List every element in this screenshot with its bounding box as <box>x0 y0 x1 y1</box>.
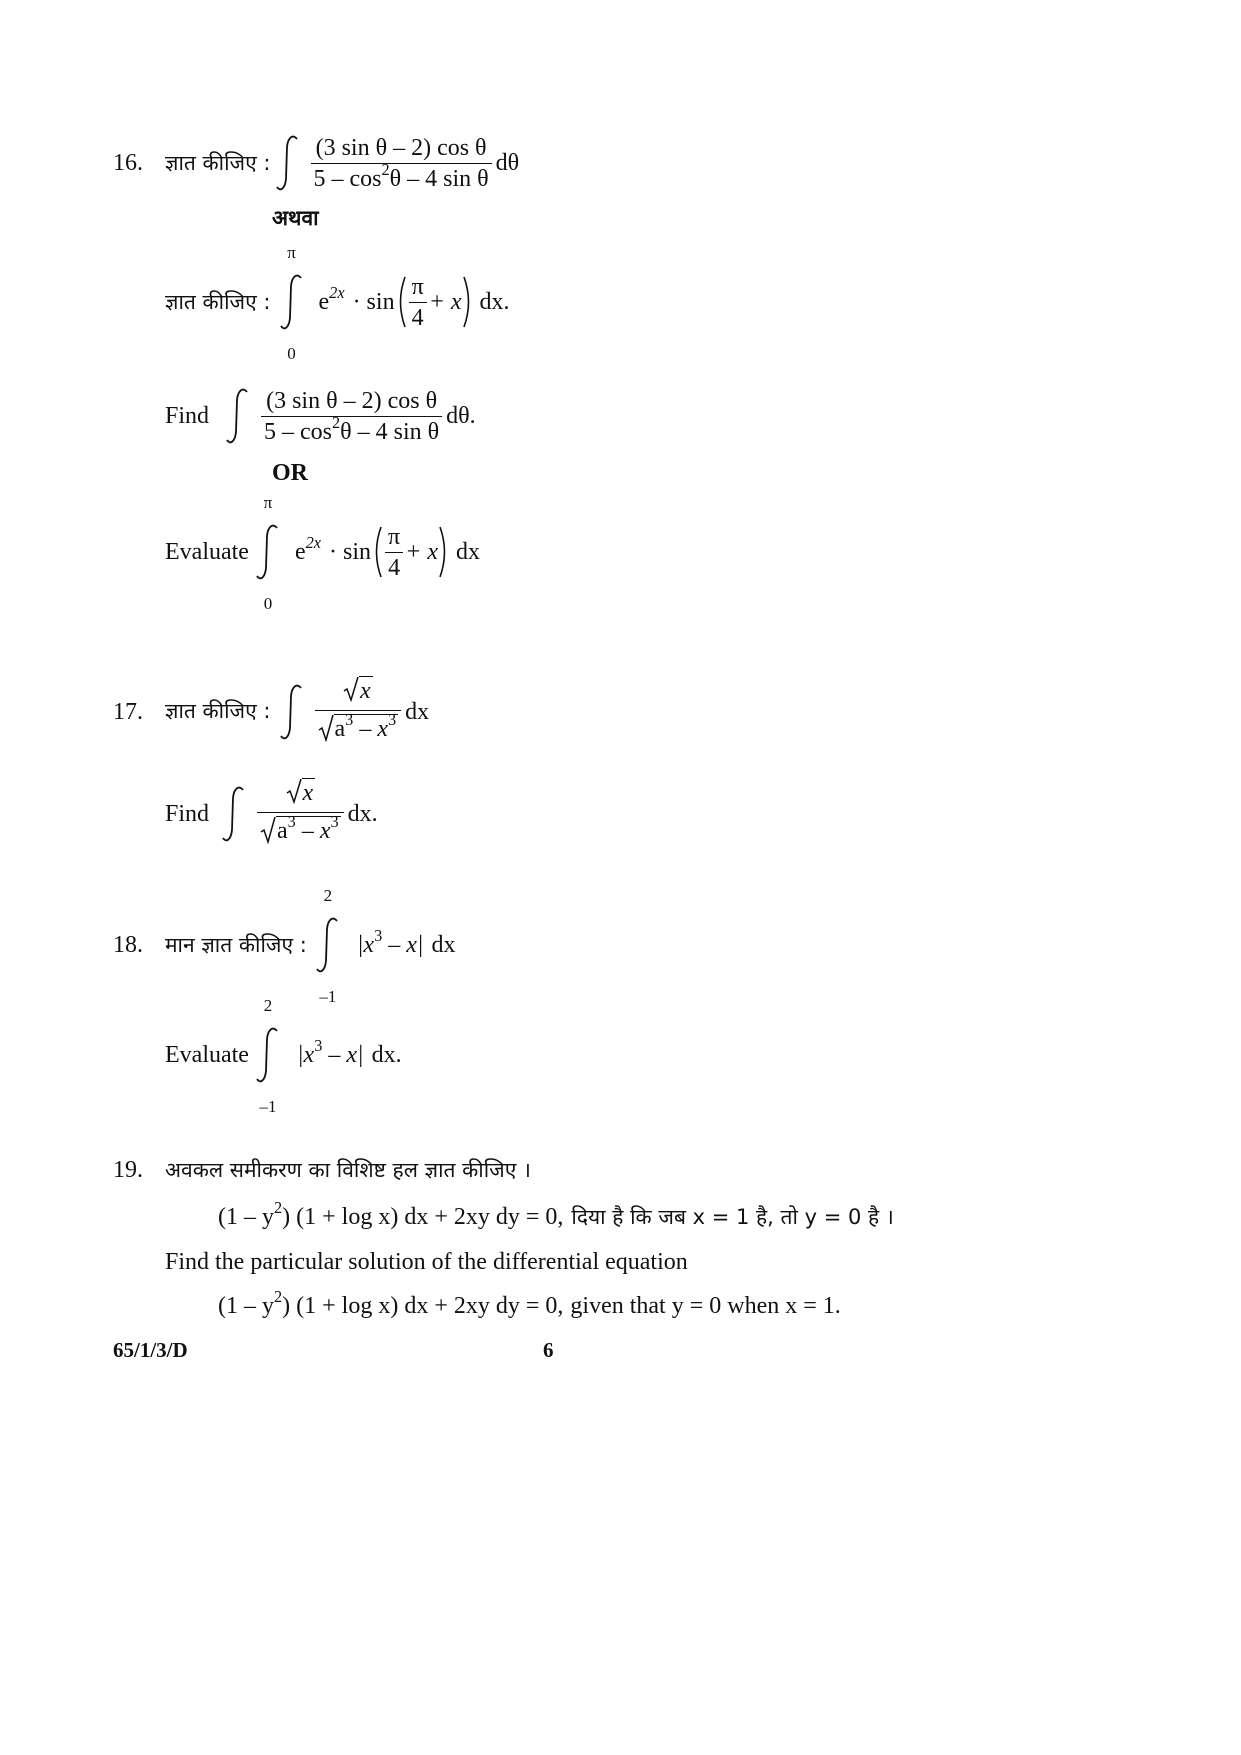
hindi-instruction: ज्ञात कीजिए : <box>165 289 271 314</box>
hindi-instruction: ज्ञात कीजिए : <box>165 150 271 175</box>
differential: dx <box>456 539 480 565</box>
differential: dx <box>431 932 456 958</box>
pi-over-four: $\frac{\pi}{4}$ <box>385 525 403 580</box>
exponential: $e^{2x}$ <box>294 533 322 565</box>
upper-limit: π <box>287 243 296 262</box>
q16-hindi-line2 <box>165 243 510 363</box>
integral-sign <box>225 386 251 446</box>
hindi-instruction: अवकल समीकरण का विशिष्ट हल ज्ञात कीजिए । <box>165 1157 531 1182</box>
question-number: 16. <box>113 150 143 176</box>
pi-over-four: $\frac{\pi}{4}$ <box>409 275 427 330</box>
differential: dx <box>405 698 430 725</box>
left-paren <box>395 275 407 329</box>
integral-sign <box>279 682 305 742</box>
abs-expression: $|x^3 - x|$ <box>296 1036 364 1068</box>
page-number: 6 <box>543 1338 554 1362</box>
paper-code: 65/1/3/D <box>113 1338 188 1362</box>
numerator: x <box>340 676 376 710</box>
numerator: (3 sin θ – 2) cos θ <box>315 134 487 161</box>
definite-integral-sign <box>315 886 341 1006</box>
q16-hindi-line1 <box>113 133 519 193</box>
q16-english-line2: Evaluate π 0 $e^{2x}$ · sin $\frac{\pi}{4}$ + x dx <box>165 493 480 613</box>
integral-sign <box>275 133 301 193</box>
hindi-instruction: ज्ञात कीजिए : <box>165 699 271 723</box>
denominator: $a^3 - x^3$ <box>315 710 402 747</box>
q17-hindi-line <box>113 676 429 747</box>
equation: $(1 - y^2)$ (1 + log x) dx + 2xy dy = 0, <box>218 1198 564 1230</box>
integrand-fraction: $\frac{x}{a^3 - x^3}$ <box>257 778 344 849</box>
hindi-condition: दिया है कि जब x = 1 है, तो y = 0 है । <box>571 1204 894 1229</box>
english-condition: given that y = 0 when x = 1. <box>570 1293 841 1319</box>
left-paren <box>371 525 383 579</box>
lower-limit: –1 <box>319 987 337 1006</box>
hindi-instruction: मान ज्ञात कीजिए : <box>165 932 307 957</box>
question-number: 17. <box>113 698 143 725</box>
question-number: 19. <box>113 1157 143 1183</box>
english-instruction: Find the particular solution of the differential equation <box>165 1249 688 1275</box>
upper-limit: 2 <box>323 886 333 905</box>
q18-hindi-line <box>113 886 456 1006</box>
differential: dx. <box>347 800 378 827</box>
q18-english-line <box>165 996 402 1116</box>
exponential: $e^{2x}$ <box>318 283 345 315</box>
english-instruction: Evaluate <box>165 539 249 565</box>
q17-english-line <box>165 778 378 849</box>
abs-expression: $|x^3 - x|$ <box>356 926 424 958</box>
integral-sign <box>221 784 247 844</box>
differential: dx. <box>371 1042 402 1068</box>
integrand-fraction <box>315 676 402 747</box>
differential: dθ <box>495 150 520 176</box>
differential: dx. <box>479 289 510 315</box>
hindi-or: अथवा <box>272 206 319 230</box>
english-instruction: Find <box>165 800 210 827</box>
english-or: OR <box>272 460 308 486</box>
right-paren <box>462 275 474 329</box>
differential: dθ. <box>446 403 476 429</box>
integrand-fraction <box>311 136 492 191</box>
definite-integral-sign: π 0 <box>255 522 281 582</box>
definite-integral-sign <box>279 243 305 363</box>
english-instruction: Find <box>165 403 210 429</box>
equation: $(1 - y^2)$ (1 + log x) dx + 2xy dy = 0, <box>218 1287 564 1319</box>
question-number: 18. <box>113 932 143 958</box>
english-instruction: Evaluate <box>165 1042 249 1068</box>
q16-english-line1 <box>165 386 476 446</box>
q19-hindi-line <box>113 1158 531 1182</box>
lower-limit: 0 <box>287 344 296 363</box>
q19-hindi-equation <box>218 1198 894 1230</box>
integrand-fraction: $\frac{\text{(3 sin θ – 2) cos θ}}{5 - \cos^2\theta - 4 \sin \theta}$ <box>261 389 442 444</box>
denominator: $5 - \cos^2\theta - 4$ sin θ <box>311 163 492 191</box>
right-paren <box>438 525 450 579</box>
sin-text: · sin <box>352 289 395 315</box>
definite-integral-sign: 2 –1 <box>255 1025 281 1085</box>
q19-english-equation <box>218 1287 841 1319</box>
plus-x: + x <box>428 289 462 315</box>
